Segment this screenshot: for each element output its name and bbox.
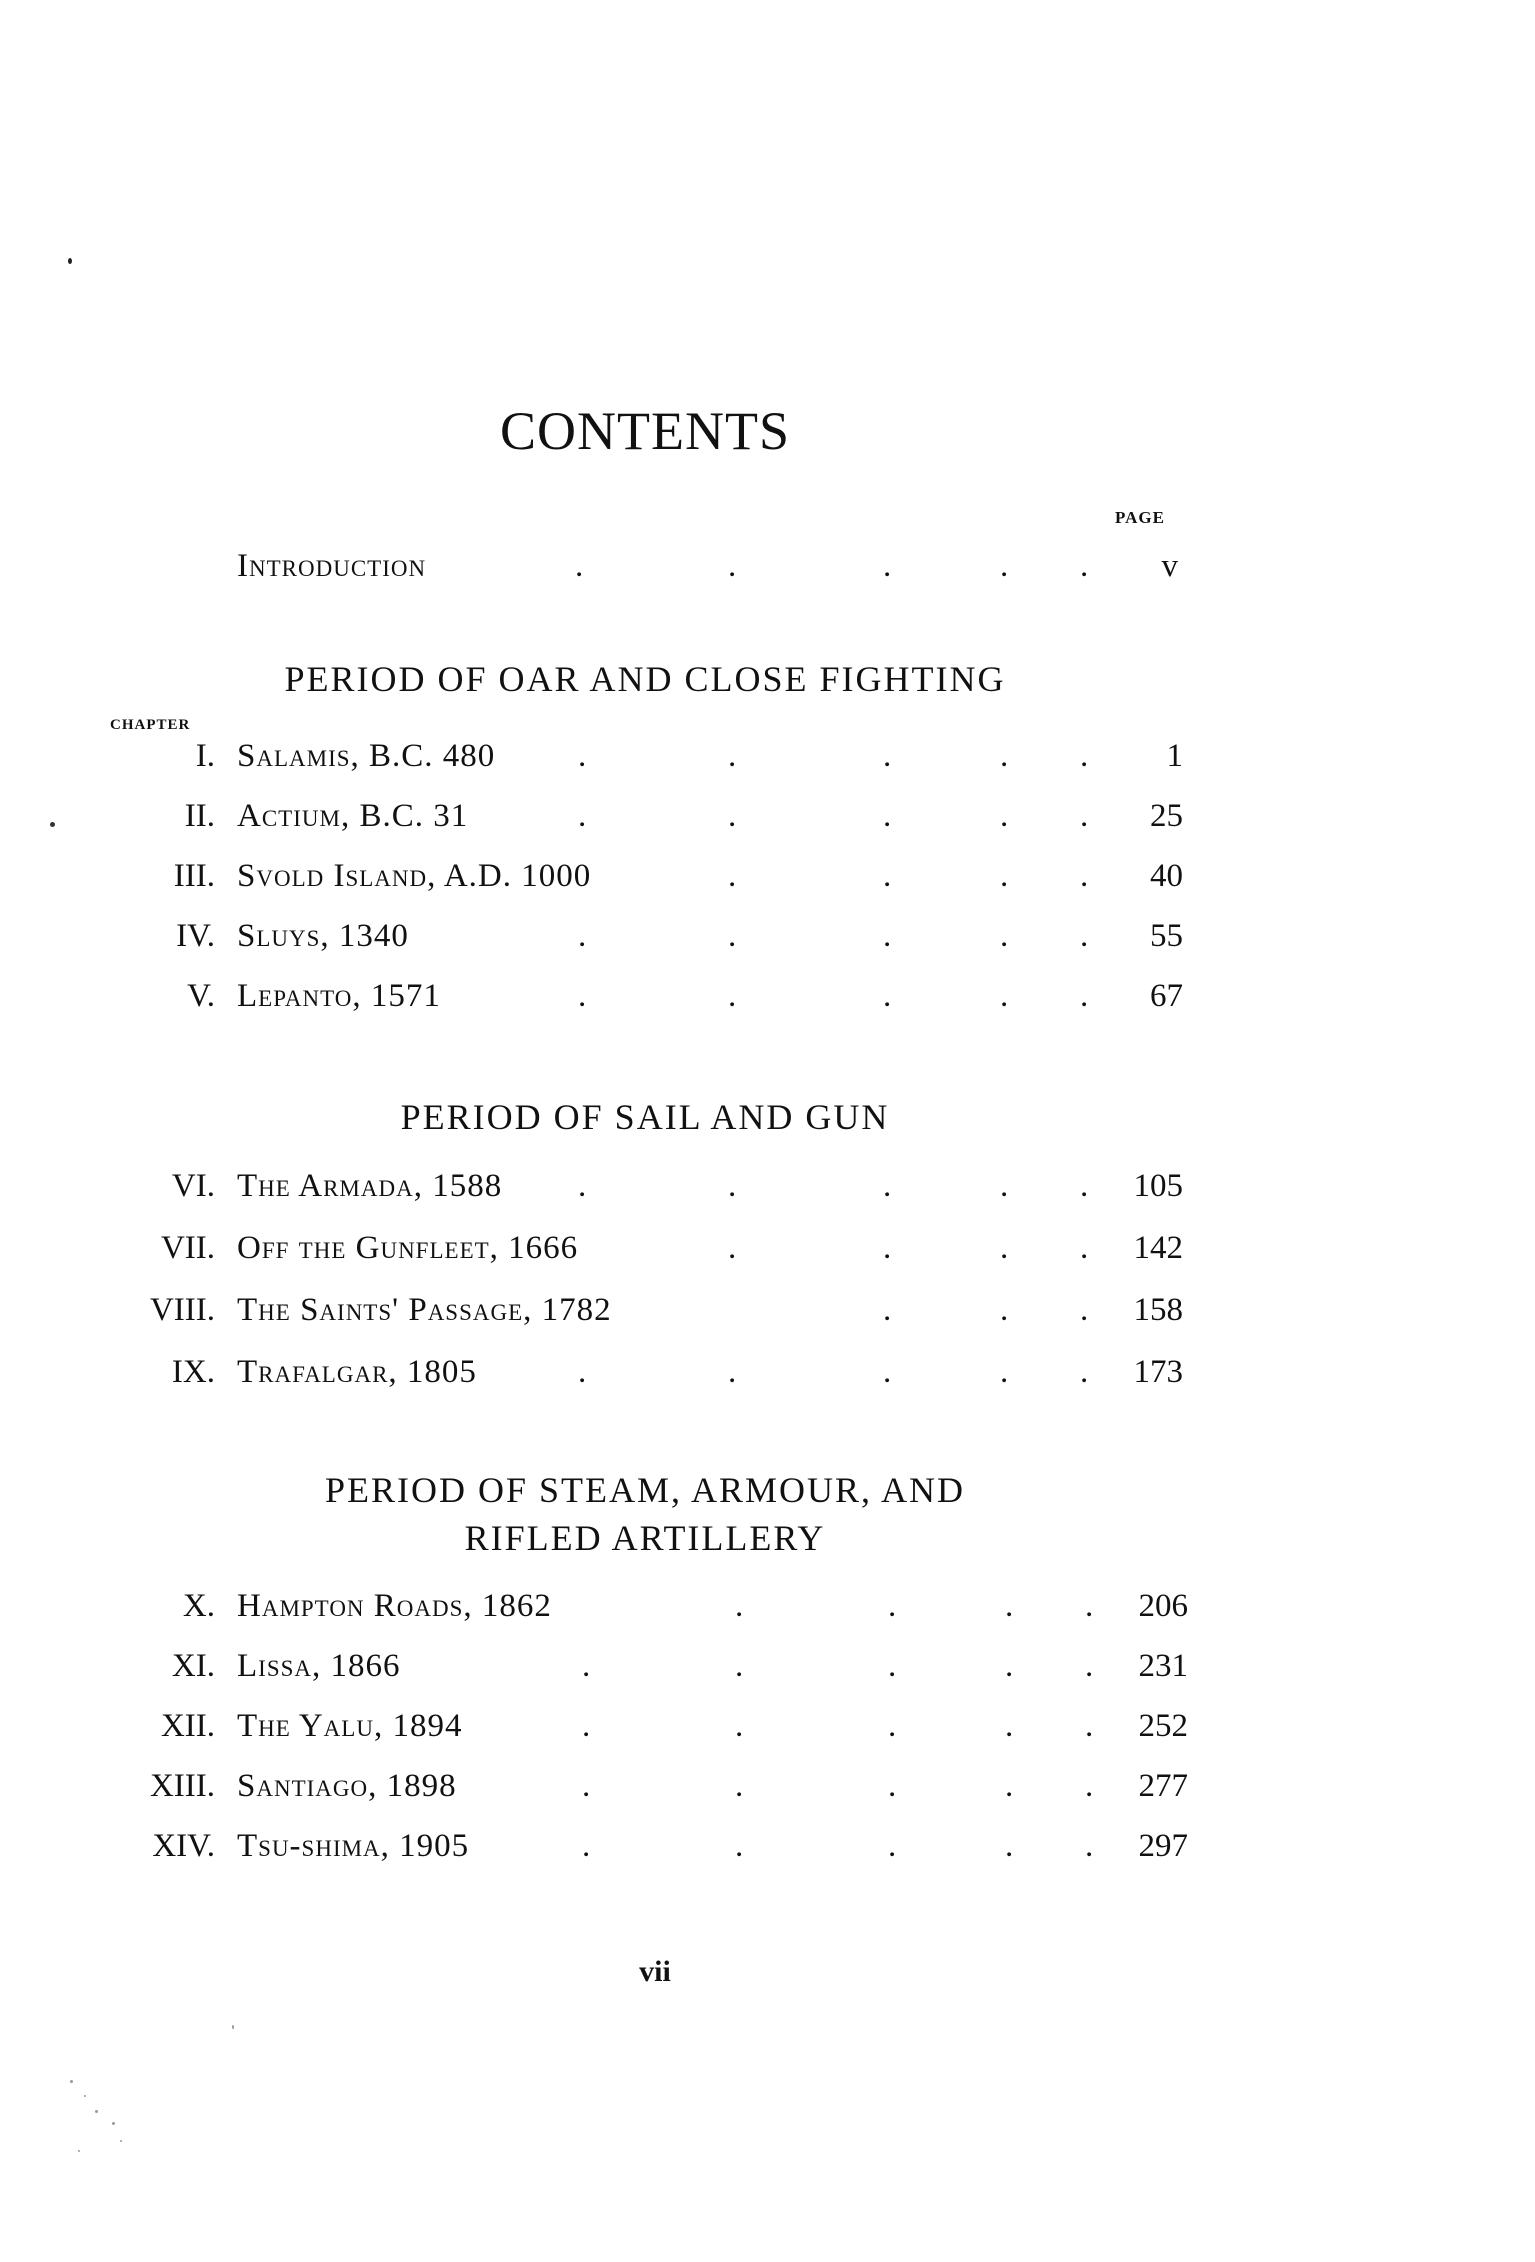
chapter-number: III. bbox=[173, 858, 215, 894]
scan-speck bbox=[120, 2140, 122, 2142]
chapter-number: VI. bbox=[171, 1168, 215, 1204]
toc-page-number: v bbox=[1161, 548, 1178, 584]
chapter-title: Trafalgar, 1805 bbox=[237, 1354, 477, 1390]
toc-row[interactable]: I. Salamis, B.C. 480 . . . . . 1 bbox=[195, 738, 1183, 774]
toc-row-introduction[interactable] bbox=[0, 548, 1200, 608]
chapter-title: Santiago, 1898 bbox=[237, 1768, 457, 1804]
chapter-page: 206 bbox=[1138, 1588, 1188, 1624]
toc-row[interactable]: VI. The Armada, 1588 . . . . . 105 bbox=[171, 1168, 1183, 1204]
toc-row[interactable]: VII. Off the Gunfleet, 1666 . . . . 142 bbox=[160, 1230, 1183, 1266]
section-heading-steam-line1: PERIOD OF STEAM, ARMOUR, AND bbox=[324, 1470, 966, 1510]
toc-row[interactable]: IX. Trafalgar, 1805 . . . . . 173 bbox=[171, 1354, 1183, 1390]
section-heading-oar: PERIOD OF OAR AND CLOSE FIGHTING bbox=[284, 659, 1006, 699]
toc-row[interactable]: IV. Sluys, 1340 . . . . . 55 bbox=[176, 918, 1183, 954]
leader-dot: . bbox=[575, 548, 584, 584]
chapter-page: 105 bbox=[1133, 1168, 1183, 1204]
scan-speck bbox=[70, 2080, 73, 2083]
chapter-page: 40 bbox=[1150, 858, 1183, 894]
chapter-page: 231 bbox=[1138, 1648, 1188, 1684]
leader-dot: . bbox=[1080, 548, 1089, 584]
toc-row[interactable]: XIV. Tsu-shima, 1905 . . . . . 297 bbox=[152, 1828, 1188, 1864]
chapter-page: 277 bbox=[1138, 1768, 1188, 1804]
chapter-column-heading: CHAPTER bbox=[110, 717, 191, 733]
chapter-number: IX. bbox=[171, 1354, 215, 1390]
toc-row[interactable]: V. Lepanto, 1571 . . . . . 67 bbox=[187, 978, 1183, 1014]
scan-speck bbox=[78, 2150, 80, 2152]
chapter-title: Sluys, 1340 bbox=[237, 918, 409, 954]
chapter-page: 1 bbox=[1166, 738, 1183, 774]
scan-speck bbox=[50, 822, 55, 827]
chapter-number: XII. bbox=[160, 1708, 215, 1744]
chapter-page: 67 bbox=[1150, 978, 1183, 1014]
leader-dot: . bbox=[728, 548, 737, 584]
chapter-page: 55 bbox=[1150, 918, 1183, 954]
chapter-title: Off the Gunfleet, 1666 bbox=[237, 1230, 579, 1266]
chapter-page: 252 bbox=[1138, 1708, 1188, 1744]
scan-speck bbox=[112, 2122, 115, 2125]
chapter-number: X. bbox=[182, 1588, 215, 1624]
chapter-page: 173 bbox=[1133, 1354, 1183, 1390]
toc-row[interactable]: III. Svold Island, A.D. 1000 . . . . 40 bbox=[173, 858, 1183, 894]
chapter-number: VIII. bbox=[149, 1292, 215, 1328]
page-title: CONTENTS bbox=[500, 401, 790, 461]
scan-speck bbox=[68, 258, 72, 264]
chapter-title: The Yalu, 1894 bbox=[237, 1708, 463, 1744]
scan-speck bbox=[232, 2025, 234, 2029]
chapter-number: V. bbox=[187, 978, 215, 1014]
chapter-page: 158 bbox=[1133, 1292, 1183, 1328]
chapter-number: II. bbox=[184, 798, 215, 834]
page-column-heading: PAGE bbox=[1115, 508, 1165, 527]
section-heading-steam-line2: RIFLED ARTILLERY bbox=[464, 1518, 826, 1558]
toc-row[interactable]: VIII. The Saints' Passage, 1782 . . . 158 bbox=[149, 1292, 1183, 1328]
scan-speck bbox=[95, 2110, 98, 2113]
chapter-number: XI. bbox=[171, 1648, 215, 1684]
leader-dot: . bbox=[1000, 548, 1009, 584]
folio-page-number: vii bbox=[639, 1955, 671, 1988]
chapter-title: Svold Island, A.D. 1000 bbox=[237, 858, 592, 894]
toc-row[interactable]: II. Actium, B.C. 31 . . . . . 25 bbox=[184, 798, 1183, 834]
scan-speck bbox=[84, 2095, 86, 2097]
chapter-number: XIII. bbox=[149, 1768, 215, 1804]
chapter-title: Lepanto, 1571 bbox=[237, 978, 441, 1014]
chapter-title: Tsu-shima, 1905 bbox=[237, 1828, 470, 1864]
chapter-title: The Armada, 1588 bbox=[237, 1168, 503, 1204]
chapter-title: Actium, B.C. 31 bbox=[237, 798, 469, 834]
leader-dot: . bbox=[883, 548, 892, 584]
toc-row[interactable]: XI. Lissa, 1866 . . . . . 231 bbox=[171, 1648, 1188, 1684]
chapter-title: Lissa, 1866 bbox=[237, 1648, 401, 1684]
chapter-title: The Saints' Passage, 1782 bbox=[237, 1292, 612, 1328]
chapter-number: VII. bbox=[160, 1230, 215, 1266]
chapter-number: IV. bbox=[176, 918, 215, 954]
toc-row[interactable]: X. Hampton Roads, 1862 . . . . 206 bbox=[182, 1588, 1188, 1624]
chapter-number: XIV. bbox=[152, 1828, 215, 1864]
chapter-page: 297 bbox=[1138, 1828, 1188, 1864]
chapter-title: Salamis, B.C. 480 bbox=[237, 738, 496, 774]
chapter-number: I. bbox=[195, 738, 215, 774]
chapter-page: 25 bbox=[1150, 798, 1183, 834]
section-heading-sail: PERIOD OF SAIL AND GUN bbox=[400, 1097, 890, 1137]
chapter-page: 142 bbox=[1133, 1230, 1183, 1266]
toc-entry-title: Introduction bbox=[237, 548, 427, 584]
toc-row[interactable]: XII. The Yalu, 1894 . . . . . 252 bbox=[160, 1708, 1188, 1744]
toc-row[interactable]: XIII. Santiago, 1898 . . . . . 277 bbox=[149, 1768, 1188, 1804]
chapter-title: Hampton Roads, 1862 bbox=[237, 1588, 552, 1624]
